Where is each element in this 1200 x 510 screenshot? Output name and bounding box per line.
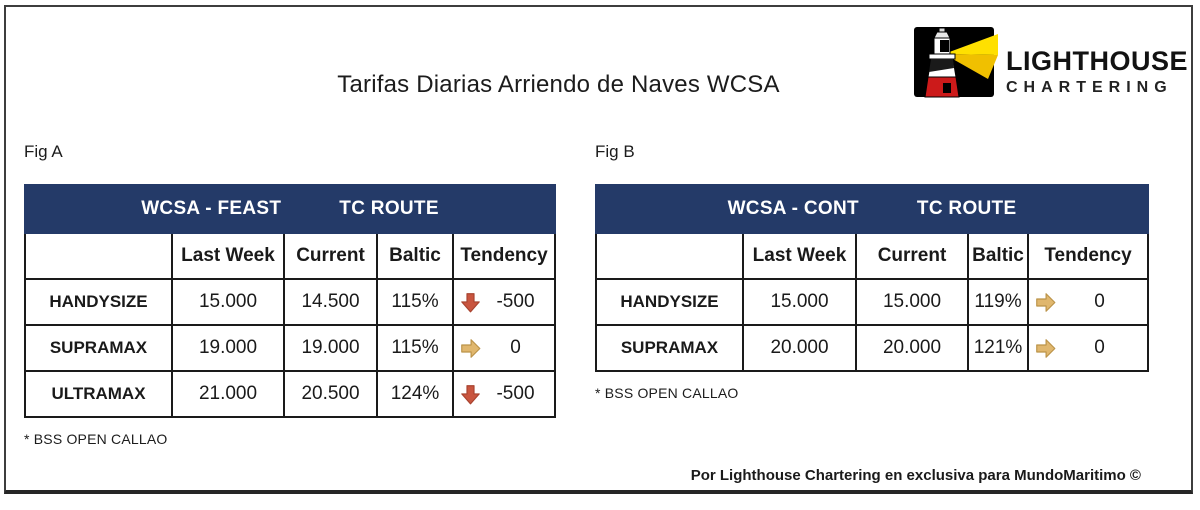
tendency-value: -500 (496, 383, 535, 404)
route-name: WCSA - FEAST (141, 198, 282, 219)
route-name: WCSA - CONT (727, 198, 859, 219)
current-value: 20.000 (856, 325, 968, 371)
right-arrow-icon (1035, 292, 1056, 313)
right-arrow-icon (460, 338, 481, 359)
col-header-blank (25, 233, 172, 279)
last-week-value: 15.000 (743, 279, 856, 325)
logo-wordmark-chartering: CHARTERING (1006, 79, 1173, 96)
col-header-last-week: Last Week (172, 233, 284, 279)
page-title: Tarifas Diarias Arriendo de Naves WCSA (337, 71, 780, 98)
tendency-cell (453, 325, 555, 371)
fig-a-label: Fig A (24, 142, 63, 161)
table-row (596, 325, 1148, 371)
table-title-cell (25, 185, 555, 233)
vessel-size-label: ULTRAMAX (25, 371, 172, 417)
vessel-size-label: HANDYSIZE (596, 279, 743, 325)
fig-b-label: Fig B (595, 142, 635, 161)
baltic-value: 115% (377, 279, 453, 325)
fig-a-section (24, 142, 556, 447)
rates-table-wcsa-cont (595, 184, 1149, 372)
table-title-row (25, 185, 555, 233)
tendency-cell (453, 279, 555, 325)
vessel-size-label: SUPRAMAX (25, 325, 172, 371)
fig-a-footnote: * BSS OPEN CALLAO (24, 431, 168, 447)
logo-wordmark (1006, 46, 1188, 99)
col-header-current: Current (284, 233, 377, 279)
current-value: 15.000 (856, 279, 968, 325)
last-week-value: 19.000 (172, 325, 284, 371)
current-value: 14.500 (284, 279, 377, 325)
down-arrow-icon (460, 384, 481, 405)
tendency-value: 0 (1094, 291, 1105, 312)
vessel-size-label: HANDYSIZE (25, 279, 172, 325)
col-header-tendency: Tendency (453, 233, 555, 279)
last-week-value: 21.000 (172, 371, 284, 417)
col-header-baltic: Baltic (968, 233, 1028, 279)
column-header-row (596, 233, 1148, 279)
tendency-cell (1028, 325, 1148, 371)
route-type: TC ROUTE (916, 198, 1017, 219)
col-header-blank (596, 233, 743, 279)
attribution: Por Lighthouse Chartering en exclusiva para MundoMaritimo © (690, 467, 1141, 484)
tendency-value: 0 (510, 337, 521, 358)
table-row (25, 279, 555, 325)
tendency-value: 0 (1094, 337, 1105, 358)
route-type: TC ROUTE (339, 198, 439, 219)
col-header-baltic: Baltic (377, 233, 453, 279)
baltic-value: 124% (377, 371, 453, 417)
table-row (25, 371, 555, 417)
tendency-value: -500 (496, 291, 535, 312)
col-header-last-week: Last Week (743, 233, 856, 279)
last-week-value: 15.000 (172, 279, 284, 325)
logo-wordmark-lighthouse: LIGHTHOUSE (1006, 46, 1189, 76)
column-header-row (25, 233, 555, 279)
baltic-value: 119% (968, 279, 1028, 325)
tendency-cell (1028, 279, 1148, 325)
lighthouse-icon (914, 27, 1002, 99)
current-value: 20.500 (284, 371, 377, 417)
table-title-row (596, 185, 1148, 233)
baltic-value: 121% (968, 325, 1028, 371)
page-frame (4, 5, 1193, 494)
vessel-size-label: SUPRAMAX (596, 325, 743, 371)
table-row (596, 279, 1148, 325)
lighthouse-chartering-logo (914, 27, 1188, 99)
col-header-current: Current (856, 233, 968, 279)
baltic-value: 115% (377, 325, 453, 371)
fig-b-section (595, 142, 1149, 401)
table-row (25, 325, 555, 371)
rates-table-wcsa-feast (24, 184, 556, 418)
tendency-cell (453, 371, 555, 417)
table-title-cell (596, 185, 1148, 233)
fig-b-footnote: * BSS OPEN CALLAO (595, 385, 739, 401)
col-header-tendency: Tendency (1028, 233, 1148, 279)
down-arrow-icon (460, 292, 481, 313)
last-week-value: 20.000 (743, 325, 856, 371)
current-value: 19.000 (284, 325, 377, 371)
right-arrow-icon (1035, 338, 1056, 359)
